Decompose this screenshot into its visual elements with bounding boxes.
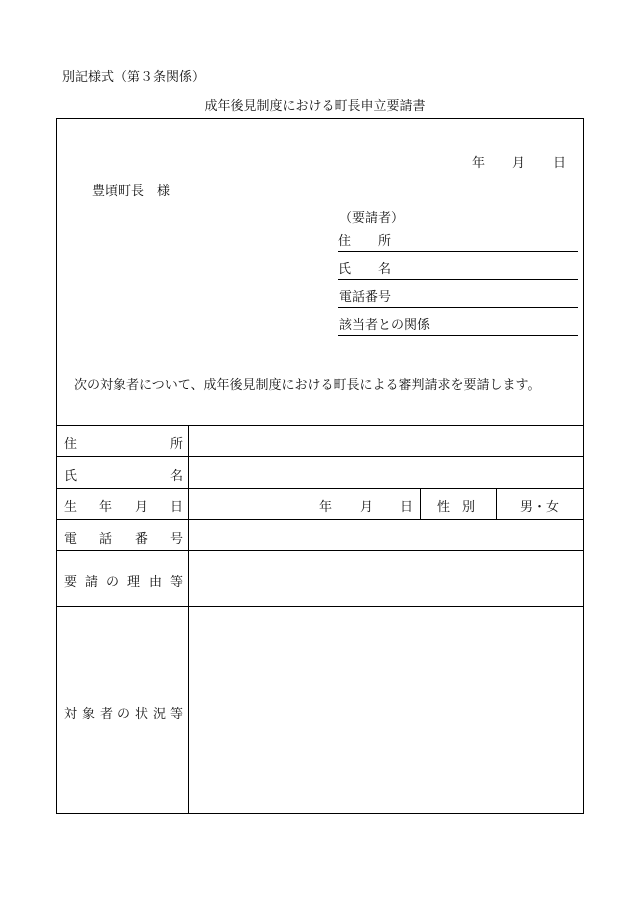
birth-label-1: 生 [64,500,78,515]
requester-phone-label: 電話番号 [339,290,392,305]
date-year: 年 [472,156,486,171]
requester-address-label-1: 住 [338,234,352,249]
request-statement: 次の対象者について、成年後見制度における町長による審判請求を要請します。 [74,378,541,393]
reason-label-6: 等 [170,575,184,590]
requester-relation-label: 該当者との関係 [339,318,431,333]
form-label: 別記様式（第３条関係） [62,70,206,85]
phone-label-3: 番 [135,532,149,547]
birth-month-unit: 月 [360,500,374,515]
phone-input[interactable] [189,520,583,549]
requester-relation-field[interactable] [338,314,578,336]
birth-label-2: 年 [99,500,113,515]
phone-label-1: 電 [64,532,78,547]
date-day: 日 [553,156,567,171]
status-label-2: 象 [82,707,96,722]
sex-options[interactable]: 男・女 [520,500,560,515]
name-label-1: 氏 [64,469,78,484]
reason-input[interactable] [189,551,583,605]
phone-label-2: 話 [99,532,113,547]
birth-year-unit: 年 [319,500,333,515]
requester-name-field[interactable] [338,258,578,280]
address-label-1: 住 [64,437,78,452]
requester-phone-field[interactable] [338,286,578,308]
phone-label-4: 号 [170,532,184,547]
reason-label-4: 理 [127,575,141,590]
date-month: 月 [512,156,526,171]
requester-heading: （要請者） [339,211,405,226]
status-label-6: 況 [153,707,167,722]
birth-label-3: 月 [135,500,149,515]
requester-name-label-1: 氏 [338,262,352,277]
status-label-3: 者 [100,707,114,722]
table-column-divider [496,488,497,519]
address-label-2: 所 [170,437,184,452]
sex-label-1: 性 [437,500,451,515]
document-title: 成年後見制度における町長申立要請書 [204,99,426,114]
status-label-7: 等 [170,707,184,722]
address-input[interactable] [189,426,583,456]
table-column-divider [420,488,421,519]
requester-address-label-2: 所 [378,234,392,249]
status-label-1: 対 [64,707,78,722]
name-label-2: 名 [170,469,184,484]
reason-label-5: 由 [149,575,163,590]
status-input[interactable] [189,607,583,813]
reason-label-1: 要 [64,575,78,590]
birthdate-input[interactable] [189,489,419,518]
status-label-5: 状 [135,707,149,722]
reason-label-3: の [106,575,120,590]
requester-address-field[interactable] [338,230,578,252]
addressee: 豊頃町長 様 [92,184,171,199]
name-input[interactable] [189,457,583,487]
sex-label-2: 別 [462,500,476,515]
birth-day-unit: 日 [400,500,414,515]
requester-name-label-2: 名 [378,262,392,277]
reason-label-2: 請 [85,575,99,590]
birth-label-4: 日 [170,500,184,515]
status-label-4: の [117,707,131,722]
